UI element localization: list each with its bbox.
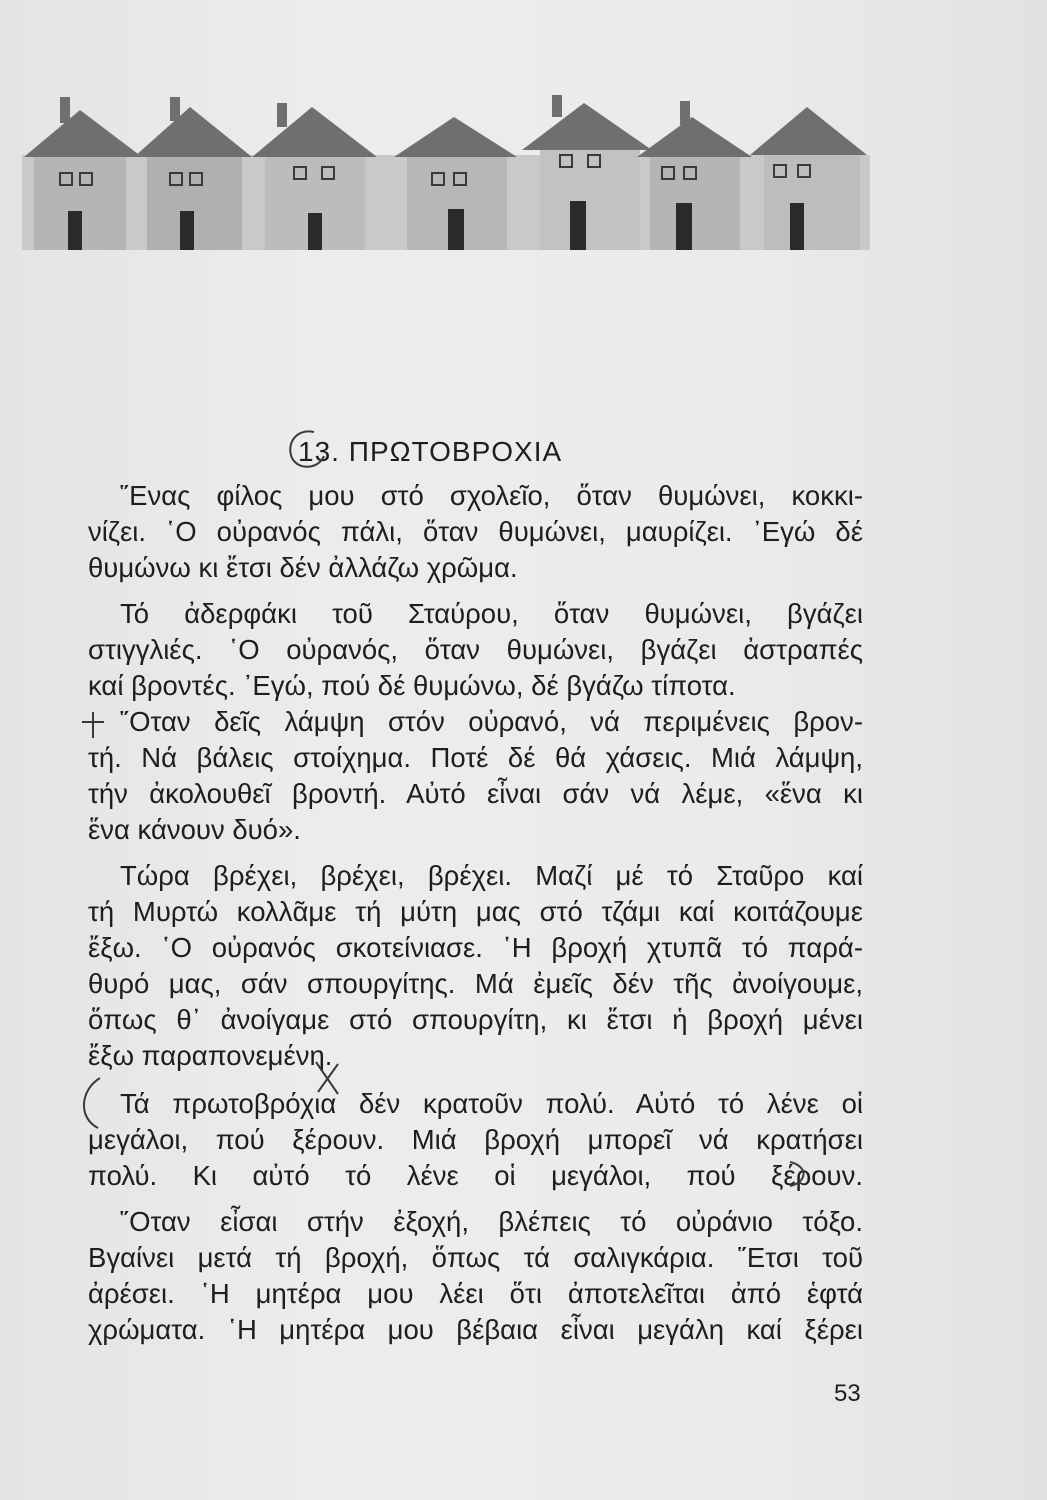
text-line: ἀρέσει. ῾Η μητέρα μου λέει ὅτι ἀποτελεῖται ἀπό ἑφτά bbox=[88, 1278, 863, 1309]
page-number: 53 bbox=[834, 1380, 861, 1407]
chapter-number: 13 bbox=[298, 436, 331, 467]
text-line: Βγαίνει μετά τή βροχή, ὅπως τά σαλιγκάρια. ῞Ετσι τοῦ bbox=[88, 1242, 863, 1273]
text-line: ῞Οταν εἶσαι στήν ἐξοχή, βλέπεις τό οὐράνιο τόξο. bbox=[120, 1206, 863, 1237]
text-line: καί βροντές. ᾿Εγώ, πού δέ θυμώνω, δέ βγάζω τίποτα. bbox=[88, 670, 736, 701]
text-line: ὅπως θ᾿ ἀνοίγαμε στό σπουργίτη, κι ἔτσι ἡ βροχή μένει bbox=[88, 1004, 863, 1035]
house-6 bbox=[637, 101, 752, 250]
text-line: Τώρα βρέχει, βρέχει, βρέχει. Μαζί μέ τό Σταῦρο καί bbox=[120, 860, 863, 891]
text-line: νίζει. ῾Ο οὐρανός πάλι, ὅταν θυμώνει, μαυρίζει. ᾿Εγώ δέ bbox=[88, 516, 863, 547]
text-line: μεγάλοι, πού ξέρουν. Μιά βροχή μπορεῖ νά κρατήσει bbox=[88, 1124, 863, 1155]
chapter-title: 13. ΠΡΩΤΟΒΡΟΧΙΑ bbox=[298, 436, 562, 468]
text-line: ἕνα κάνουν δυό». bbox=[88, 814, 301, 845]
house-4 bbox=[394, 117, 517, 250]
text-line: Τό ἀδερφάκι τοῦ Σταύρου, ὅταν θυμώνει, βγάζει bbox=[120, 598, 863, 629]
text-line: τή Μυρτώ κολλᾶμε τή μύτη μας στό τζάμι καί κοιτάζουμε bbox=[88, 896, 863, 927]
text-line: ἔξω παραπονεμένη. bbox=[88, 1040, 333, 1071]
text-line: πολύ. Κι αὐτό τό λένε οἱ μεγάλοι, πού ξέρουν. bbox=[88, 1160, 863, 1191]
house-1 bbox=[24, 97, 142, 250]
text-line: θυμώνω κι ἔτσι δέν ἀλλάζω χρῶμα. bbox=[88, 552, 518, 583]
text-line: στιγγλιές. ῾Ο οὐρανός, ὅταν θυμώνει, βγάζει ἀστραπές bbox=[88, 634, 863, 665]
text-line: ἔξω. ῾Ο οὐρανός σκοτείνιασε. ῾Η βροχή χτυπᾶ τό παρά- bbox=[88, 932, 863, 963]
house-2 bbox=[134, 97, 252, 250]
text-line: τήν ἀκολουθεῖ βροντή. Αὐτό εἶναι σάν νά λέμε, «ἕνα κι bbox=[88, 778, 863, 809]
chapter-heading: ΠΡΩΤΟΒΡΟΧΙΑ bbox=[348, 436, 563, 467]
pencil-circle-mark bbox=[284, 426, 330, 472]
text-line: τή. Νά βάλεις στοίχημα. Ποτέ δέ θά χάσεις. Μιά λάμψη, bbox=[88, 742, 863, 773]
house-5 bbox=[522, 95, 652, 250]
text-line: Τά πρωτοβρόχια δέν κρατοῦν πολύ. Αὐτό τό λένε οἱ bbox=[120, 1088, 863, 1119]
text-line: ῞Οταν δεῖς λάμψη στόν οὐρανό, νά περιμένεις βρον- bbox=[120, 706, 863, 737]
text-line: ῞Ενας φίλος μου στό σχολεῖο, ὅταν θυμώνει, κοκκι- bbox=[120, 480, 863, 511]
text-line: χρώματα. ῾Η μητέρα μου βέβαια εἶναι μεγάλη καί ξέρει bbox=[88, 1314, 863, 1345]
houses-illustration bbox=[22, 95, 870, 265]
house-7 bbox=[750, 107, 867, 250]
text-line: θυρό μας, σάν σπουργίτης. Μά ἐμεῖς δέν τῆς ἀνοίγουμε, bbox=[88, 968, 863, 999]
house-3 bbox=[252, 103, 377, 250]
